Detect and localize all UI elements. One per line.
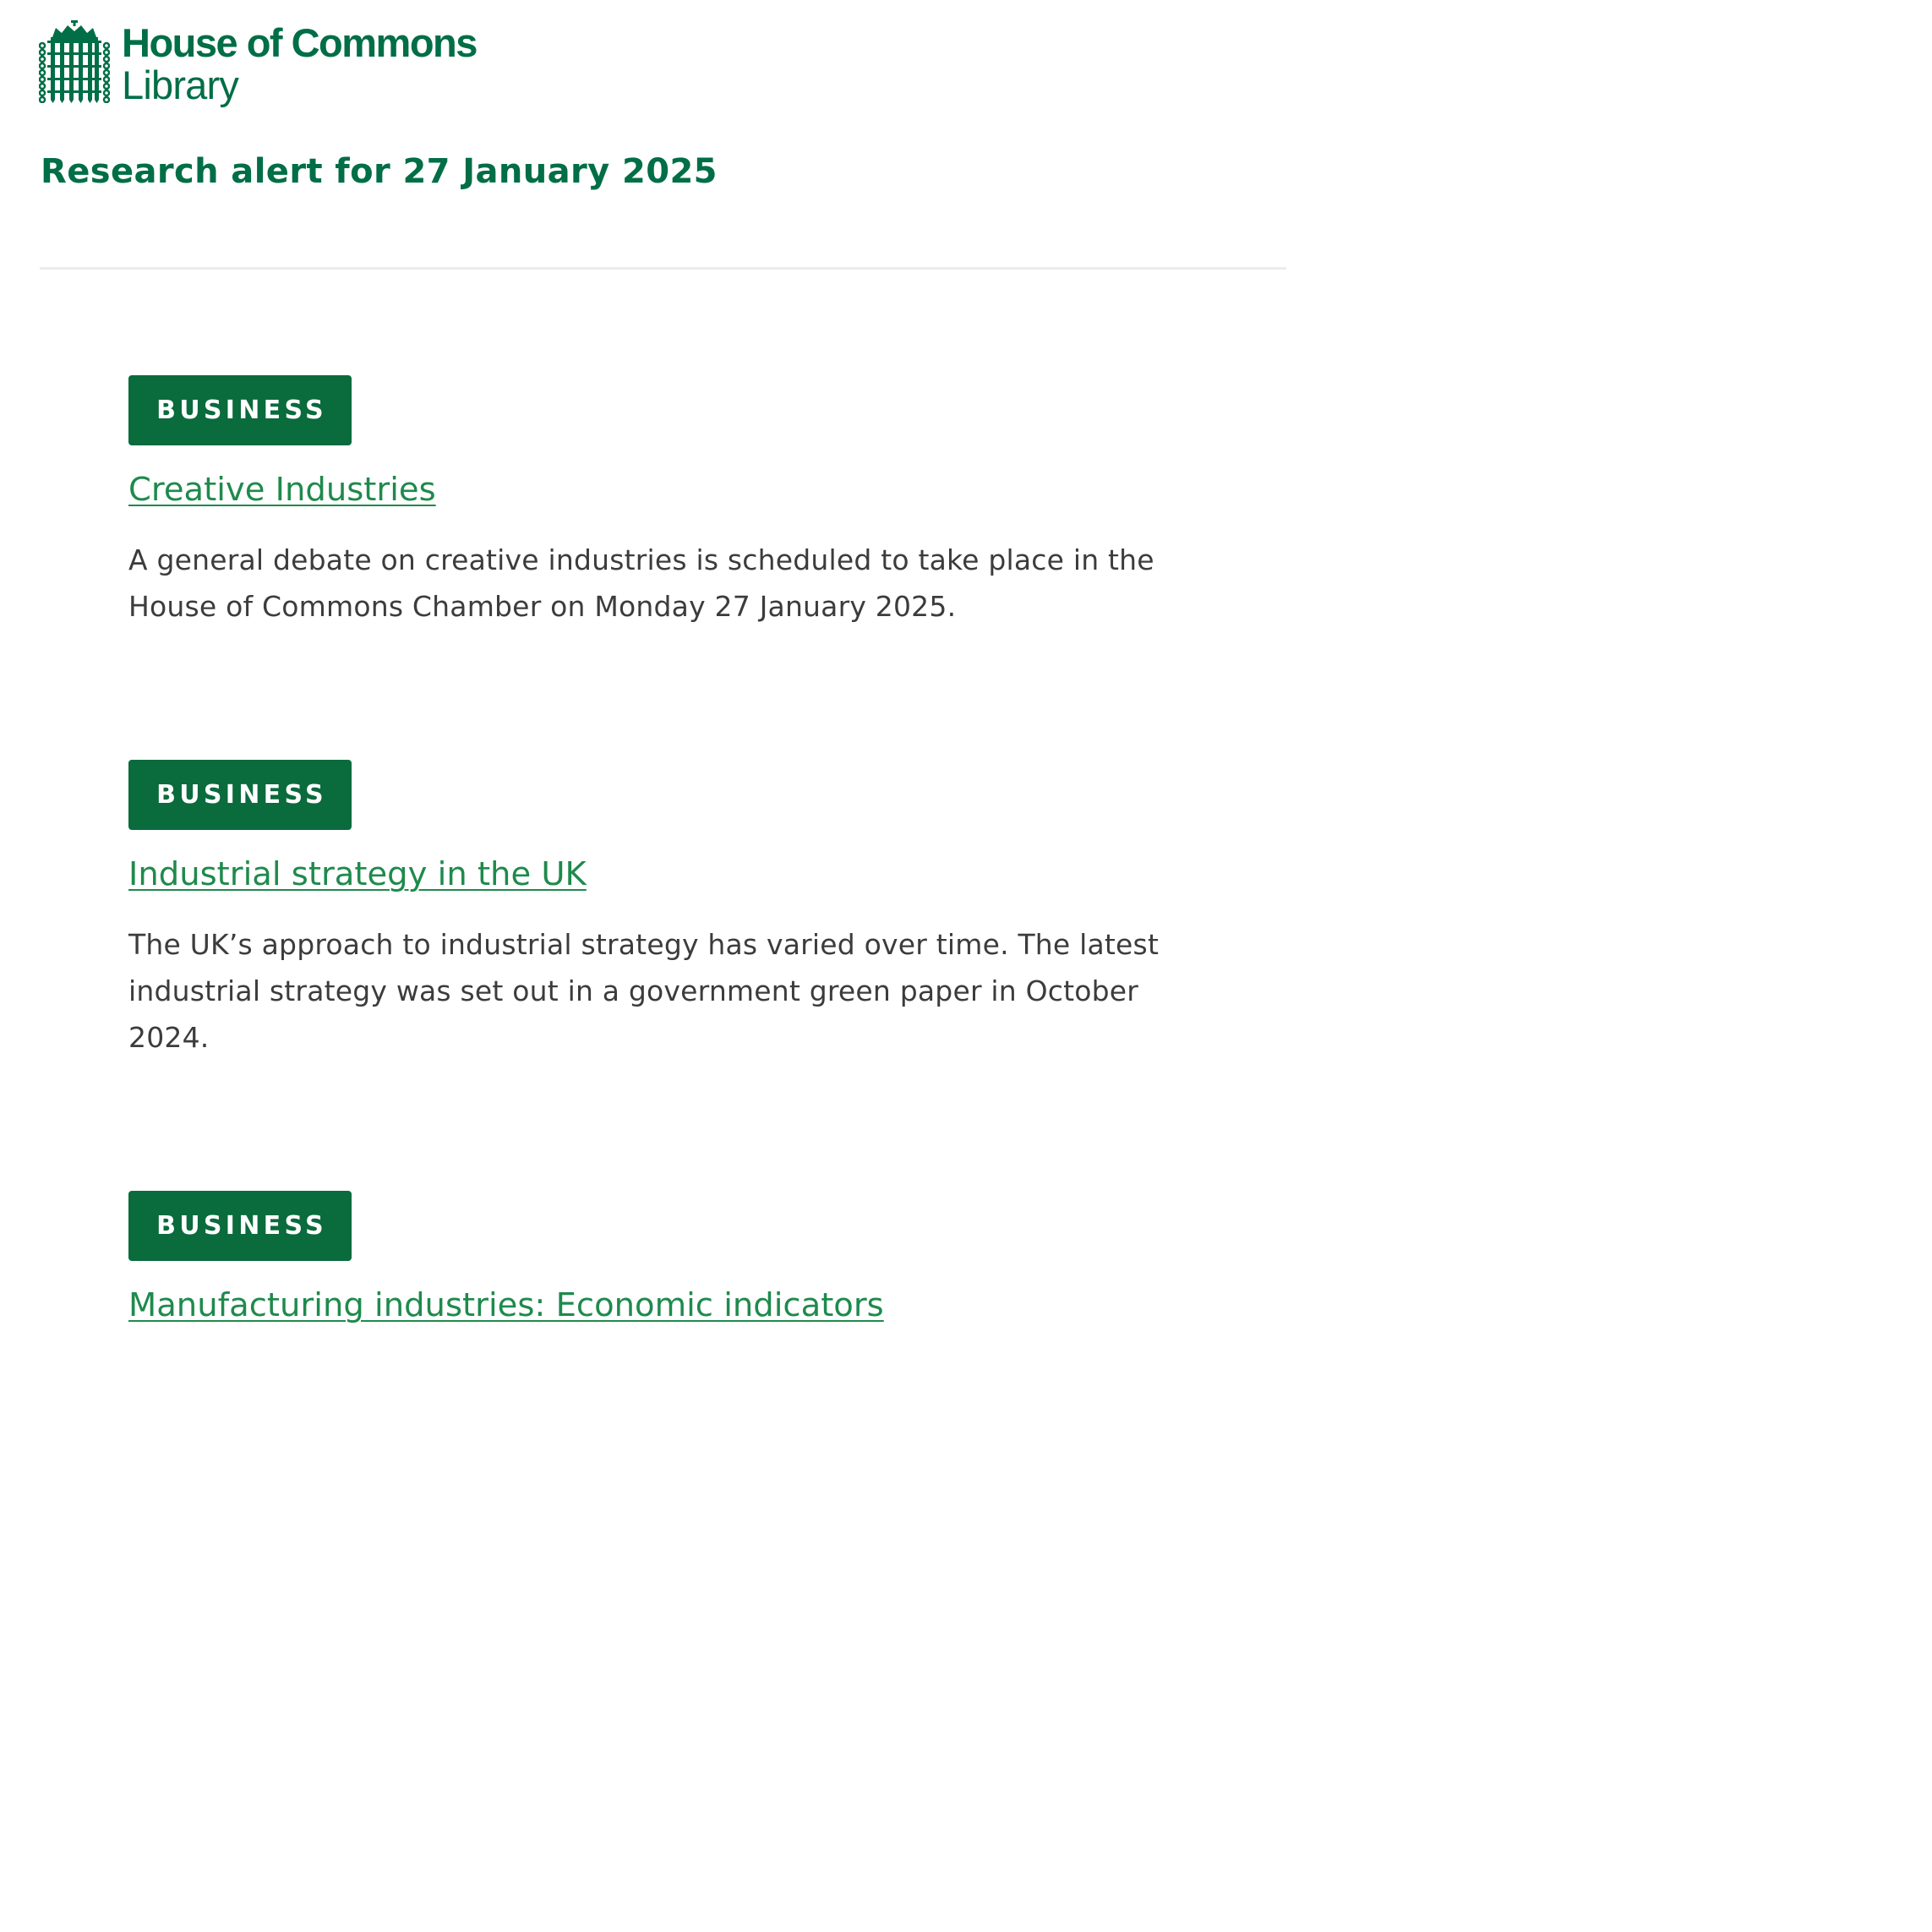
research-item-link[interactable]: Industrial strategy in the UK: [128, 855, 587, 893]
brand-name: House of Commons: [122, 20, 477, 65]
research-item-description: The UK’s approach to industrial strategy has varied over time. The latest industrial strategy was set out in a government green paper in October 2024.: [128, 928, 1160, 1054]
library-logo-text: [122, 22, 477, 106]
header-divider: [40, 267, 1286, 270]
research-item-link[interactable]: Manufacturing industries: Economic indicators: [128, 1286, 884, 1324]
research-item: [128, 375, 1210, 630]
page-title: Research alert for 27 January 2025: [41, 152, 718, 191]
category-badge: BUSINESS: [128, 760, 352, 830]
category-badge: BUSINESS: [128, 1191, 352, 1261]
category-badge: BUSINESS: [128, 375, 352, 445]
research-item: [128, 1191, 1210, 1327]
library-header: [39, 19, 477, 112]
brand-subname: Library: [122, 63, 239, 107]
portcullis-icon: [39, 20, 110, 103]
research-item-link[interactable]: Creative Industries: [128, 471, 436, 509]
research-item: [128, 760, 1210, 1061]
research-item-description: A general debate on creative industries is scheduled to take place in the House of Commons Chamber on Monday 27 January 2025.: [128, 543, 1154, 623]
